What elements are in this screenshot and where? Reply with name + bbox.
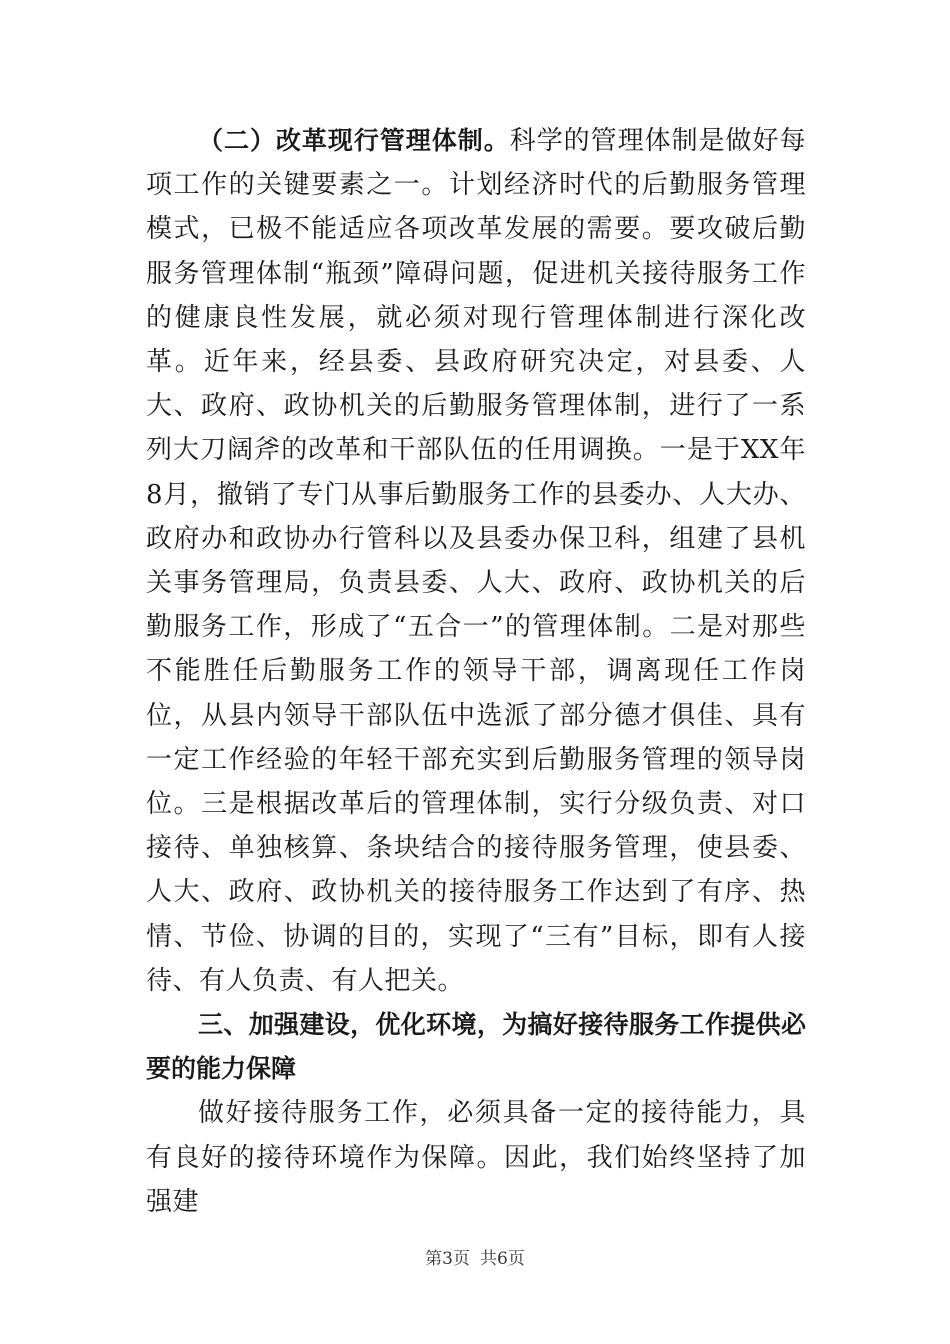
paragraph-capacity: 做好接待服务工作，必须具备一定的接待能力，具有良好的接待环境作为保障。因此，我们始终坚持了加强建 [146,1098,806,1217]
subsection-heading: （二）改革现行管理体制。 [198,126,510,155]
page-number: 第3页 [425,1249,470,1269]
page-footer [0,1244,950,1269]
document-body [146,119,806,1224]
paragraph-reform-management [146,119,806,1003]
section-heading: 三、加强建设，优化环境，为搞好接待服务工作提供必要的能力保障 [146,1010,806,1084]
page-total: 共6页 [480,1249,525,1269]
paragraph-text: 科学的管理体制是做好每项工作的关键要素之一。计划经济时代的后勤服务管理模式，已极不能适应各项改革发展的需要。要攻破后勤服务管理体制“瓶颈”障碍问题，促进机关接待服务工作的健康良性发展，就必须对现行管理体制进行深化改革。近年来，经县委、县政府研究决定，对县委、人大、政府、政协机关的后勤服务管理体制，进行了一系列大刀阔斧的改革和干部队伍的任用调换。一是于XX年8月，撤销了专门从事后勤服务工作的县委办、人大办、政府办和政协办行管科以及县委办保卫科，组建了县机关事务管理局，负责县委、人大、政府、政协机关的后勤服务工作，形成了“五合一”的管理体制。二是对那些不能胜任后勤服务工作的领导干部，调离现任工作岗位，从县内领导干部队伍中选派了部分德才俱佳、具有一定工作经验的年轻干部充实到后勤服务管理的领导岗位。三是根据改革后的管理体制，实行分级负责、对口接待、单独核算、条块结合的接待服务管理，使县委、人大、政府、政协机关的接待服务工作达到了有序、热情、节俭、协调的目的，实现了“三有”目标，即有人接待、有人负责、有人把关。 [146,126,806,996]
